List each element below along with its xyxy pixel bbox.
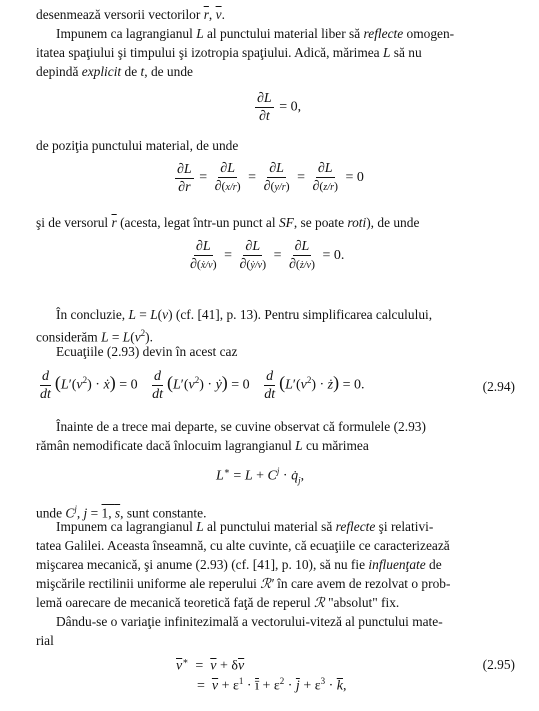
text-line: mişcarea mecanică, şi anume (2.93) (cf. [41], p. 10), să nu fie influenţate de <box>36 557 442 572</box>
text-line: În concluzie, L = L(v) (cf. [41], p. 13). Pentru simplificarea calculului, <box>56 307 433 322</box>
text-line: depindă explicit de t, de unde <box>36 64 193 79</box>
text-line: itatea spaţiului şi timpului şi izotropia spaţiului. Adică, mărimea L să nu <box>36 45 422 60</box>
equation-2-95-line2: = $\overline{v} + \varepsilon^1 \cdot \overline{ī} + \varepsilon^2 \cdot \overline{j} + \varepsilon^3 \cdot \overline{k}$, <box>176 676 347 694</box>
text-line: şi de versorul $\overline{r}$ (acesta, legat într-un punct al SF, se poate roti), de unde <box>36 215 420 230</box>
text-line: lemă oarecare de mecanică teoretică faţă de reperul ℛ "absolut" fix. <box>36 595 400 610</box>
text-line: desenmează versorii vectorilor $\overline{r}$, $\overline{v}$. <box>36 7 225 22</box>
text-line: Înainte de a trece mai departe, se cuvine observat că formulele (2.93) <box>56 419 426 434</box>
equation-versor: $\frac{\partial L}{\text{∂(ẋ/v)}}$ = $\frac{\partial L}{\text{∂(ẏ/v)}}$ = $\frac{\partial L}{\partial(ż/v)}$ = 0. <box>190 239 345 272</box>
text-line: tatea Galilei. Aceasta înseamnă, cu alte cuvinte, că ecuaţiile ce caracterizează <box>36 538 450 553</box>
text-line: Impunem ca lagrangianul L al punctului material liber să reflecte omogen- <box>56 26 455 41</box>
equation-tag: (2.94) <box>482 379 515 394</box>
equation-lstar: $L^∗ = L + C^j$ · $q̇_j$, <box>216 466 305 486</box>
text-line: Dându-se o variaţie infinitezimală a vectorului-viteză al punctului mate- <box>56 614 443 629</box>
text-line: mişcările rectilinii uniforme ale reperului ℛ′ în care avem de rezolvat o prob- <box>36 576 451 591</box>
text-line: rămân nemodificate dacă înlocuim lagrangianul L cu mărimea <box>36 438 369 453</box>
text-line: Impunem ca lagrangianul L al punctului material să reflecte şi relativi- <box>56 519 434 534</box>
equation-position: $\frac{\partial L}{\partial r}$ = $\frac{\partial L}{\partial(x/r)}$ = $\frac{\partial L}{\partial(y/r)}$ = $\frac{\partial L}{\partial(z/r)}$ = 0 <box>177 161 364 195</box>
equation-tag: (2.95) <box>482 657 515 672</box>
text-line: considerăm $L = L(v^2)$. <box>36 328 153 345</box>
equation-dt: $\frac{\partial L}{\partial t}$ = 0, <box>257 91 302 124</box>
text-line: rial <box>36 633 54 648</box>
equation-2-94: $\frac{d}{dt}$ ($L'(v^2)$ · ẋ) = 0 $\frac{d}{dt}$ ($L'(v^2)$ · ẏ) = 0 $\frac{d}{dt}$ ($L'(v^2)$ · ż) = 0. <box>40 369 365 402</box>
text-line: Ecuaţiile (2.93) devin în acest caz <box>56 344 238 359</box>
equation-2-95-line1: $\overline{v}^∗ = \overline{v} + \delta\overline{v}$ <box>176 656 245 674</box>
text-line: de poziţia punctului material, de unde <box>36 138 239 153</box>
text-line: unde $C^j$, j = 1, s, sunt constante. <box>36 504 207 521</box>
